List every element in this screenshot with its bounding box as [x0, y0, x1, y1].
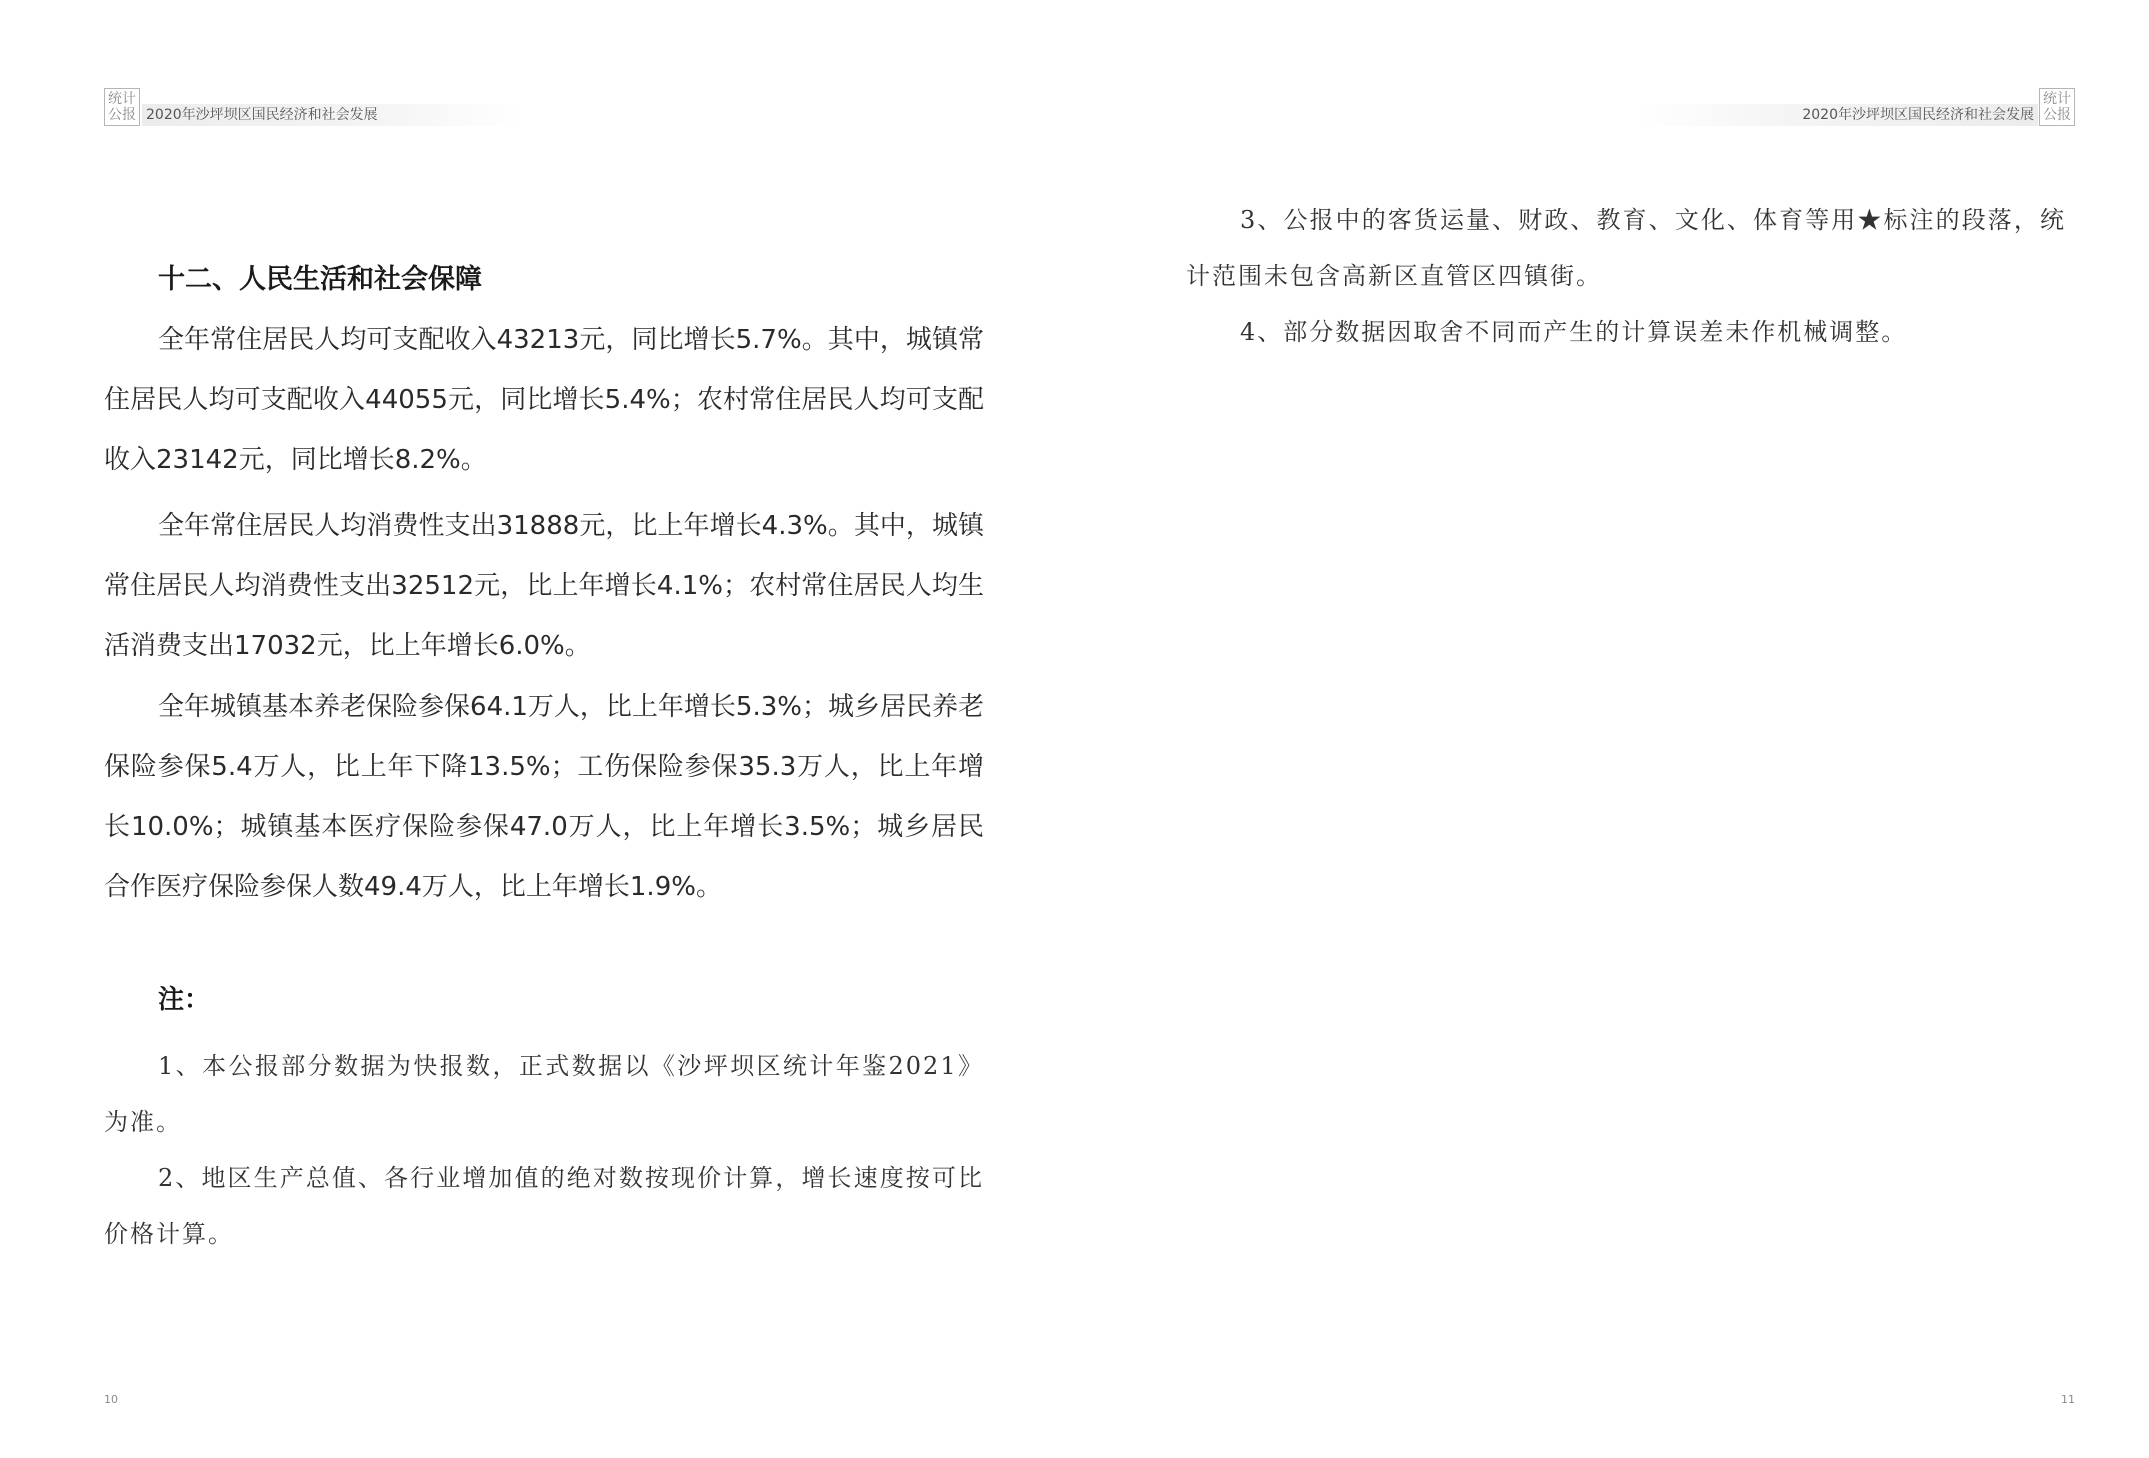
brand-line-1: 统计	[108, 91, 136, 107]
paragraph-consumption-expenditure: 全年常住居民人均消费性支出31888元，比上年增长4.3%。其中，城镇常住居民人均消费性支出32512元，比上年增长4.1%；农村常住居民人均生活消费支出17032元，比上年增长6.0%。	[104, 511, 984, 661]
note-item: 1、本公报部分数据为快报数，正式数据以《沙坪坝区统计年鉴2021》为准。	[104, 1052, 984, 1136]
running-header-title: 2020年沙坪坝区国民经济和社会发展	[142, 104, 526, 126]
page-number: 10	[104, 1393, 118, 1406]
brand-line-1: 统计	[2043, 91, 2071, 107]
bulletin-brand-mark	[104, 88, 140, 126]
brand-line-2: 公报	[2043, 107, 2071, 123]
note-item: 2、地区生产总值、各行业增加值的绝对数按现价计算，增长速度按可比价格计算。	[104, 1164, 984, 1248]
running-header-title: 2020年沙坪坝区国民经济和社会发展	[1634, 104, 2038, 126]
bulletin-brand-mark	[2039, 88, 2075, 126]
note-item: 4、部分数据因取舍不同而产生的计算误差未作机械调整。	[1240, 318, 1908, 346]
brand-line-2: 公报	[108, 107, 136, 123]
section-heading: 十二、人民生活和社会保障	[158, 264, 482, 295]
note-item: 3、公报中的客货运量、财政、教育、文化、体育等用★标注的段落，统计范围未包含高新区直管区四镇街。	[1186, 206, 2066, 290]
paragraph-social-insurance: 全年城镇基本养老保险参保64.1万人，比上年增长5.3%；城乡居民养老保险参保5.4万人，比上年下降13.5%；工伤保险参保35.3万人，比上年增长10.0%；城镇基本医疗保险参保47.0万人，比上年增长3.5%；城乡居民合作医疗保险参保人数49.4万人，比上年增长1.9%。	[104, 692, 984, 902]
page-number: 11	[2061, 1393, 2075, 1406]
paragraph-disposable-income: 全年常住居民人均可支配收入43213元，同比增长5.7%。其中，城镇常住居民人均可支配收入44055元，同比增长5.4%；农村常住居民人均可支配收入23142元，同比增长8.2%。	[104, 325, 984, 475]
notes-heading: 注：	[158, 985, 211, 1015]
left-page	[0, 0, 1074, 1458]
